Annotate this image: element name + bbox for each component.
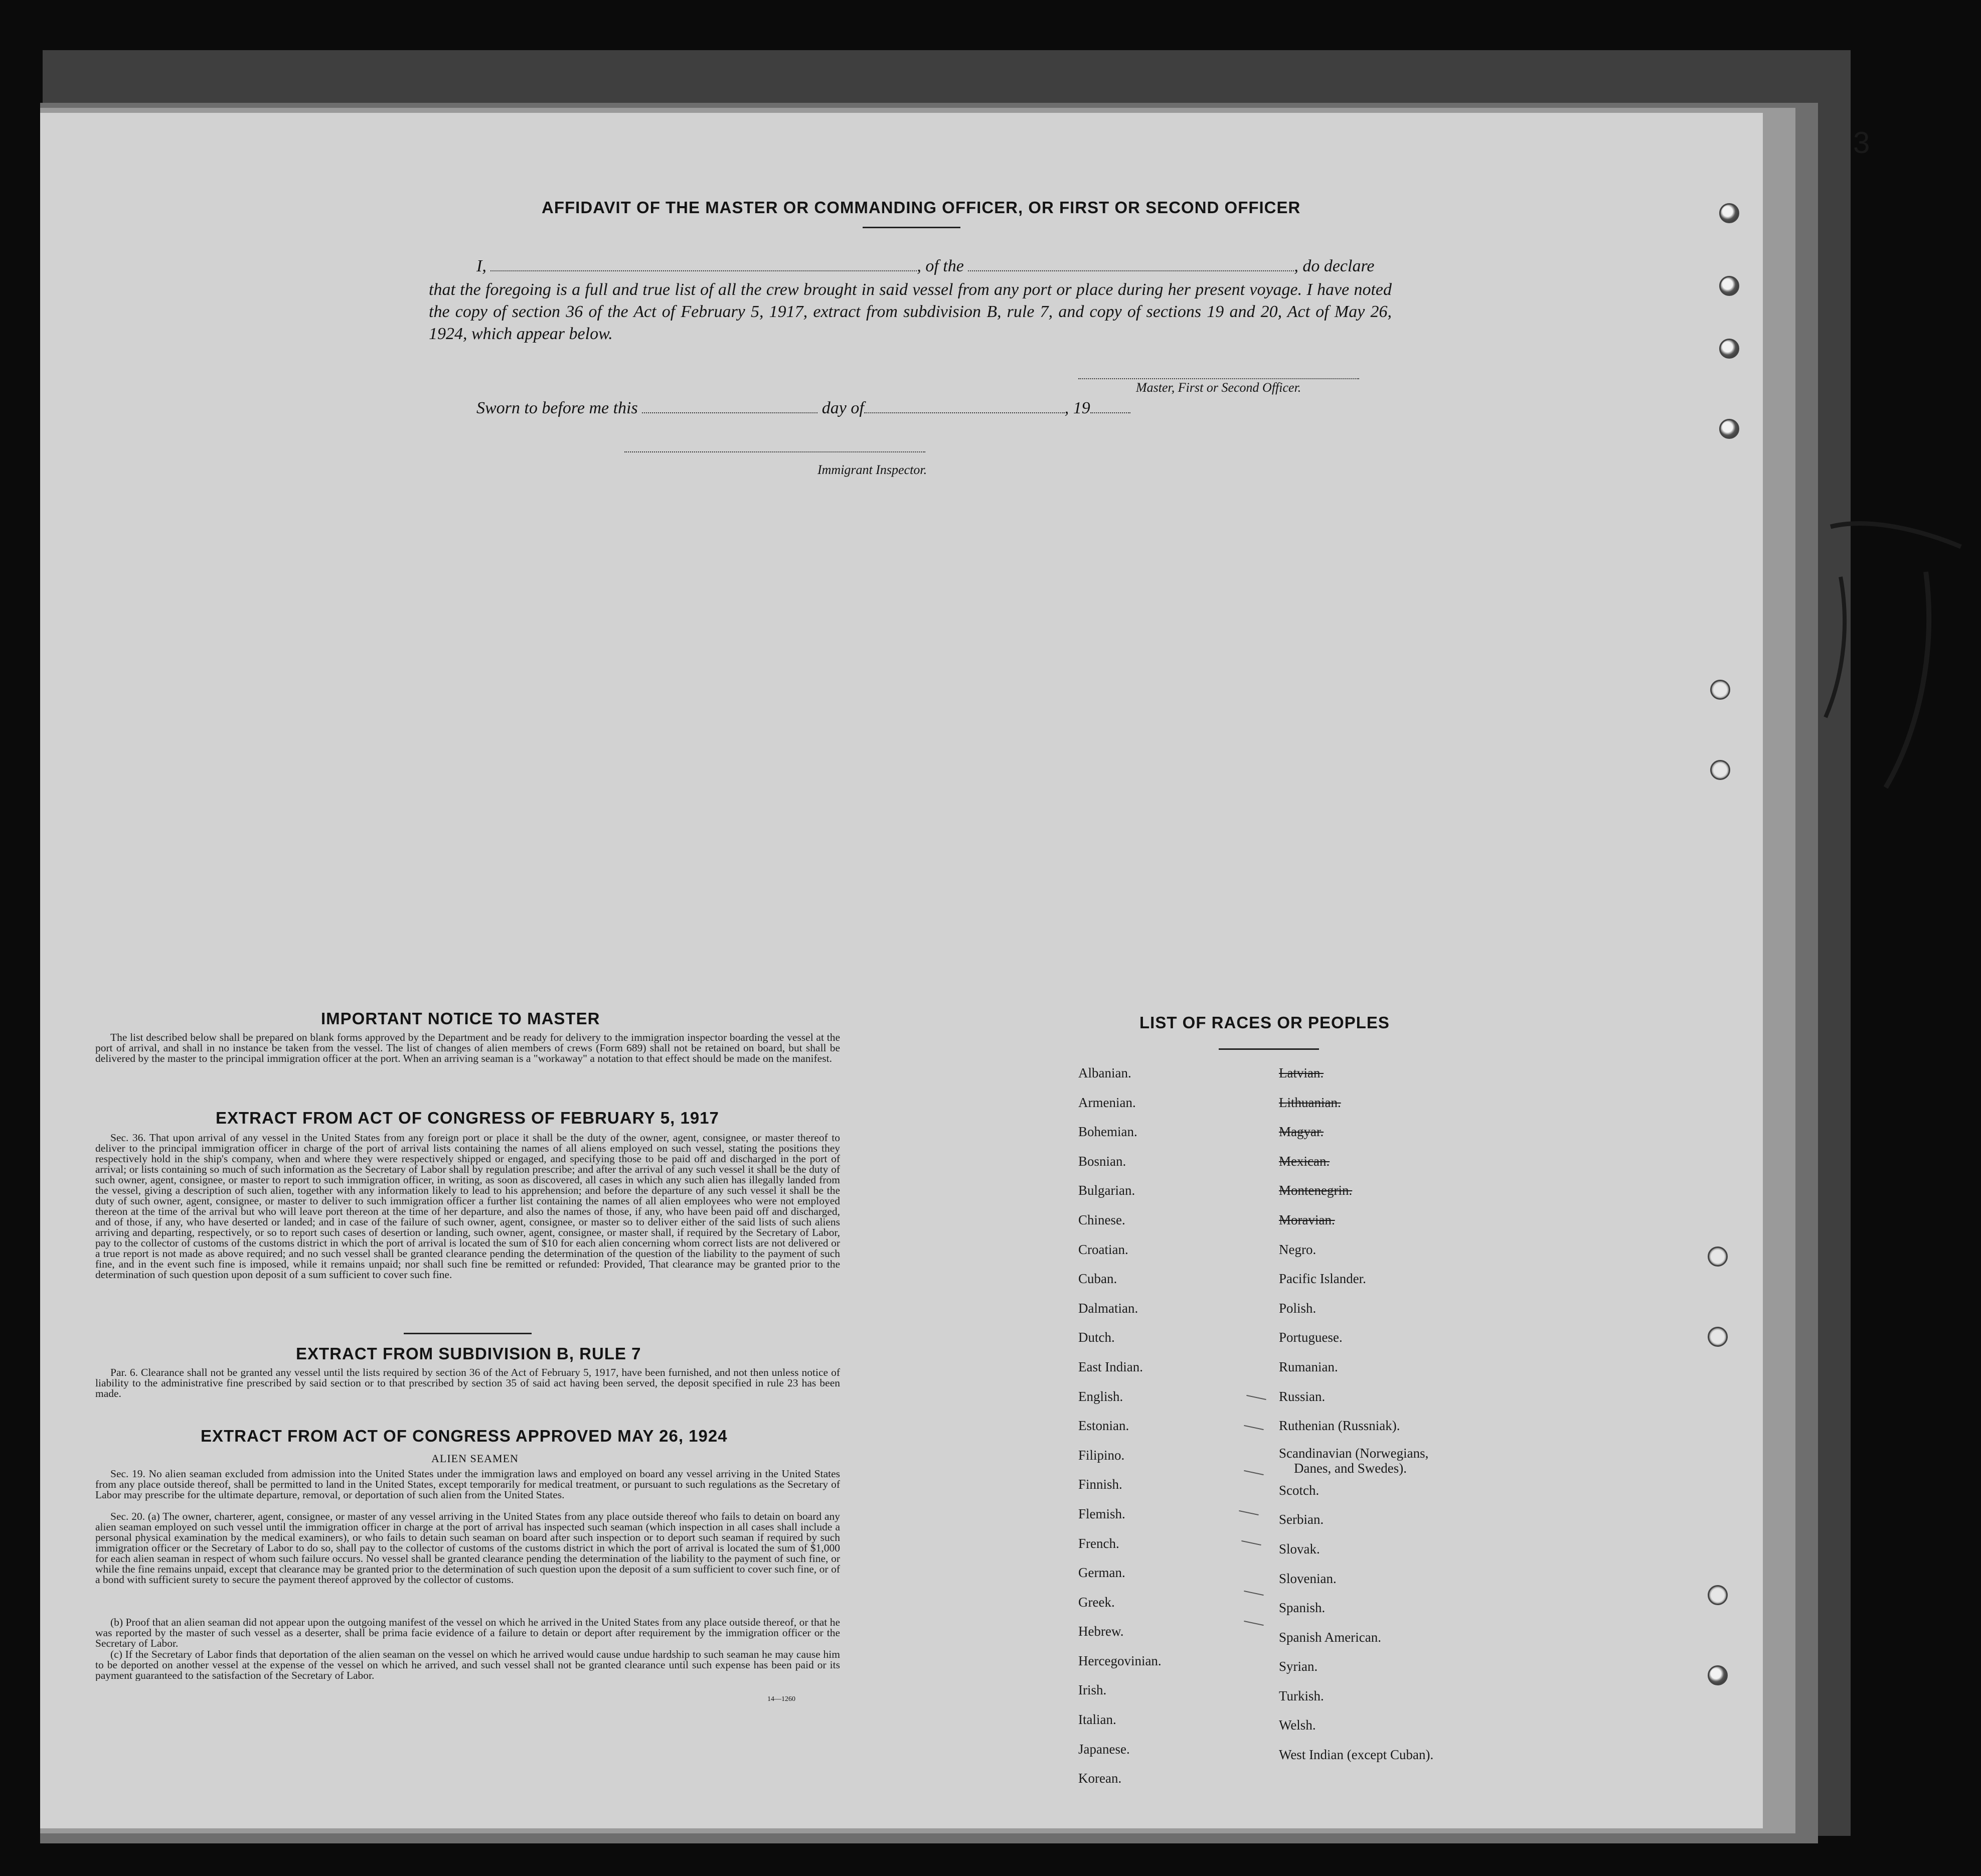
race-item: Syrian. [1279,1659,1318,1674]
extract-1924-subtitle: ALIEN SEAMEN [431,1452,519,1465]
race-item: Scotch. [1279,1482,1319,1498]
sec20a-text: Sec. 20. (a) The owner, charterer, agent, consignee, or master of any vessel arriving in the United States from any place outside thereof who fails to detain on board any alien seaman employed on such vessel until the immigration officer in charge at the port of arrival has inspected such seaman (which inspection in all cases shall include a personal physical examination by the medical examiners), or who fails to detain such seaman on board after such inspection or to deport such seaman if required by such immigration officer or the Secretary of Labor to do so, shall pay to the collector of customs of the customs district in which the port of arrival is located the sum of $1,000 for each alien seaman in respect of whom such failure occurs. No vessel shall be granted clearance pending the determination of the liability to the payment of such fine, or while the fine remains unpaid, except that clearance may be granted prior to the determination of such question upon the deposit of a sum sufficient to cover such fine, or of a bond with sufficient surety to secure the payment thereof approved by the collector of customs. [95,1511,840,1586]
sworn-day-field[interactable] [642,412,817,413]
punch-hole [1719,203,1739,223]
race-item: Japanese. [1078,1741,1130,1757]
margin-note: 3 [1853,126,1870,160]
punch-hole [1708,1246,1728,1267]
race-item: German. [1078,1565,1125,1581]
punch-hole [1710,680,1730,700]
race-item: Finnish. [1078,1477,1122,1492]
affidavit-declaration-line [476,257,1375,276]
races-left-column [1078,1058,1162,1793]
race-item: Italian. [1078,1712,1116,1728]
race-item: Slovenian. [1279,1571,1337,1586]
race-item: Estonian. [1078,1418,1129,1434]
race-item: Slovak. [1279,1541,1320,1556]
race-item: Bosnian. [1078,1153,1126,1169]
sworn-year-field[interactable] [1090,412,1130,413]
form-number: 14—1260 [767,1695,795,1703]
races-right-column [1279,1058,1433,1770]
races-title: LIST OF RACES OR PEOPLES [1139,1013,1390,1032]
races-title-underline [1219,1048,1319,1050]
race-item: Latvian. [1279,1065,1324,1080]
sec19-text: Sec. 19. No alien seaman excluded from admission into the United States under the immigration laws and employed on board any vessel arriving in the United States from any place outside thereof, shall be permitted to land in the United States, except temporarily for medical treatment, or pursuant to such regulations as the Secretary of Labor may prescribe for the ultimate departure, removal, or deportation of such alien from the United States. [95,1469,840,1501]
race-item: Russian. [1279,1388,1326,1404]
extract-rule7-text: Par. 6. Clearance shall not be granted any vessel until the lists required by section 36 of the Act of February 5, 1917, have been furnished, and not then unless notice of liability to the administrative fine prescribed by said section or to that prescribed by section 35 of said act having been served, the deposit specified in rule 23 has been made. [95,1366,840,1399]
race-item: Lithuanian. [1279,1095,1341,1110]
race-item: Flemish. [1078,1506,1125,1521]
race-item: Albanian. [1078,1065,1131,1080]
race-item: Hebrew. [1078,1624,1124,1639]
inspector-label: Immigrant Inspector. [817,462,927,477]
punch-hole [1719,276,1739,296]
extract-1917-title: EXTRACT FROM ACT OF CONGRESS OF FEBRUARY 5, 1917 [216,1109,719,1127]
race-item: English. [1078,1388,1123,1404]
race-item: Negro. [1279,1241,1316,1257]
race-item: Greek. [1078,1594,1115,1610]
master-signature-label: Master, First or Second Officer. [1136,380,1301,395]
handwritten-pencil-mark [1810,517,1971,798]
year-prefix: , 19 [1064,399,1090,417]
race-item: Irish. [1078,1682,1107,1698]
sworn-month-field[interactable] [864,412,1065,413]
sworn-line [476,399,1130,418]
race-item: Chinese. [1078,1212,1125,1227]
race-item: French. [1078,1535,1119,1551]
section-divider [404,1333,532,1334]
sec20c-text: (c) If the Secretary of Labor finds that deportation of the alien seaman on the vessel on which he arrived would cause undue hardship to such seaman he may cause him to be deported on another vessel at the expense of the vessel on which he arrived, and such vessel shall not be granted clearance until such expense has been paid or its payment guaranteed to the satisfaction of the Secretary of Labor. [95,1649,840,1681]
race-item-line: Scandinavian (Norwegians, [1279,1445,1429,1461]
of-the-label: , of the [917,257,964,275]
race-item: Pacific Islander. [1279,1271,1366,1287]
race-item: Dutch. [1078,1330,1115,1345]
punch-hole [1710,760,1730,780]
race-item: Bohemian. [1078,1124,1137,1140]
notice-title: IMPORTANT NOTICE TO MASTER [321,1009,600,1028]
race-item: Croatian. [1078,1241,1128,1257]
race-item-continuation: Danes, and Swedes). [1294,1460,1407,1476]
race-item: Bulgarian. [1078,1183,1135,1198]
race-item: Armenian. [1078,1095,1136,1110]
sworn-label: Sworn to before me this [476,399,638,417]
extract-1924-title: EXTRACT FROM ACT OF CONGRESS APPROVED MAY 26, 1924 [201,1427,728,1445]
race-item: East Indian. [1078,1359,1143,1374]
i-label: I, [476,257,486,275]
race-item: Magyar. [1279,1124,1324,1140]
inspector-signature-line[interactable] [624,450,925,452]
race-item: Mexican. [1279,1153,1330,1169]
race-item: West Indian (except Cuban). [1279,1747,1434,1763]
race-item: Cuban. [1078,1271,1117,1287]
race-item [1279,1441,1433,1476]
race-item: Moravian. [1279,1212,1335,1227]
notice-text: The list described below shall be prepared on blank forms approved by the Department and be ready for delivery to the immigration inspector boarding the vessel at the port of arrival, and shall in no instance be taken from the vessel. The list of changes of alien members of crews (Form 689) shall not be retained on board, but shall be delivered by the master to the principal immigration officer at the port. When an arriving seaman is a "workaway" a notation to that effect should be made on the manifest. [95,1031,840,1064]
race-item: Montenegrin. [1279,1183,1353,1198]
title-underline [863,227,960,228]
punch-hole [1719,339,1739,359]
punch-hole [1719,419,1739,439]
race-item: Spanish American. [1279,1629,1381,1645]
race-item: Welsh. [1279,1717,1316,1733]
day-of-label: day of [821,399,864,417]
affidavit-body-text: that the foregoing is a full and true list of all the crew brought in said vessel from any port or place during her present voyage. I have noted the copy of section 36 of the Act of February 5, 1917, extract from subdivision B, rule 7, and copy of sections 19 and 20, Act of May 26, 1924, which appear below. [429,280,1392,343]
race-item: Polish. [1279,1300,1316,1316]
race-item: Hercegovinian. [1078,1653,1162,1668]
race-item: Filipino. [1078,1447,1125,1463]
sec20b-text: (b) Proof that an alien seaman did not appear upon the outgoing manifest of the vessel on which he arrived in the United States from any place outside thereof, or that he was reported by the master of such vessel as a deserter, shall be prima facie evidence of a failure to detain or deport after requirement by the immigration officer or the Secretary of Labor. [95,1617,840,1649]
race-item: Turkish. [1279,1688,1324,1703]
extract-1917-text: Sec. 36. That upon arrival of any vessel in the United States from any foreign port or place it shall be the duty of the owner, agent, consignee, or master thereof to deliver to the principal immigration officer in charge of the port of arrival lists containing the names of all aliens employed on such vessel, stating the positions they respectively hold in the ship's company, when and where they were respectively shipped or engaged, and specifying those to be paid off and discharged in the port of arrival; or lists containing so much of such information as the Secretary of Labor shall by regulation prescribe; and after the arrival of any such vessel it shall be the duty of such owner, agent, consignee, or master to report to such immigration officer, in writing, as soon as discovered, all cases in which any such alien has illegally landed from the vessel, giving a description of such alien, together with any information likely to lead to his apprehension; and before the departure of any such vessel it shall be the duty of such owner, agent, consignee, or master to deliver to such immigration officer a further list containing the names of all alien employees who were not employed thereon at the time of the arrival but who will leave port thereon at the time of her departure, and also the names of those, if any, who have been paid off and discharged, and of those, if any, who have deserted or landed; and in case of the failure of such owner, agent, consignee, or master so to deliver either of the said lists of such aliens arriving and departing, respectively, or so to report such cases of desertion or landing, such owner, agent, consignee, or master shall, if required by the Secretary of Labor, pay to the collector of customs of the customs district in which the port of arrival is located the sum of $10 for each alien concerning whom correct lists are not delivered or a true report is not made as above required; and no such vessel shall be granted clearance pending the determination of the question of the liability to the payment of such fine, and in the event such fine is imposed, while it remains unpaid; nor shall such fine be remitted or refunded: Provided, That clearance may be granted prior to the determination of such question upon deposit of a sum sufficient to cover such fine. [95,1133,840,1281]
race-item: Spanish. [1279,1600,1326,1616]
race-item: Ruthenian (Russniak). [1279,1418,1400,1434]
master-name-field[interactable] [490,270,917,271]
declare-label: , do declare [1294,257,1375,275]
punch-hole [1708,1585,1728,1605]
extract-rule7-title: EXTRACT FROM SUBDIVISION B, RULE 7 [296,1344,641,1363]
race-item: Dalmatian. [1078,1300,1138,1316]
punch-hole [1708,1665,1728,1685]
master-signature-line[interactable] [1078,377,1359,379]
race-item: Portuguese. [1279,1330,1343,1345]
vessel-name-field[interactable] [968,270,1294,271]
race-item: Serbian. [1279,1512,1324,1527]
race-item: Korean. [1078,1771,1122,1786]
punch-hole [1708,1327,1728,1347]
affidavit-title: AFFIDAVIT OF THE MASTER OR COMMANDING OFFICER, OR FIRST OR SECOND OFFICER [542,198,1301,217]
race-item: Rumanian. [1279,1359,1338,1374]
